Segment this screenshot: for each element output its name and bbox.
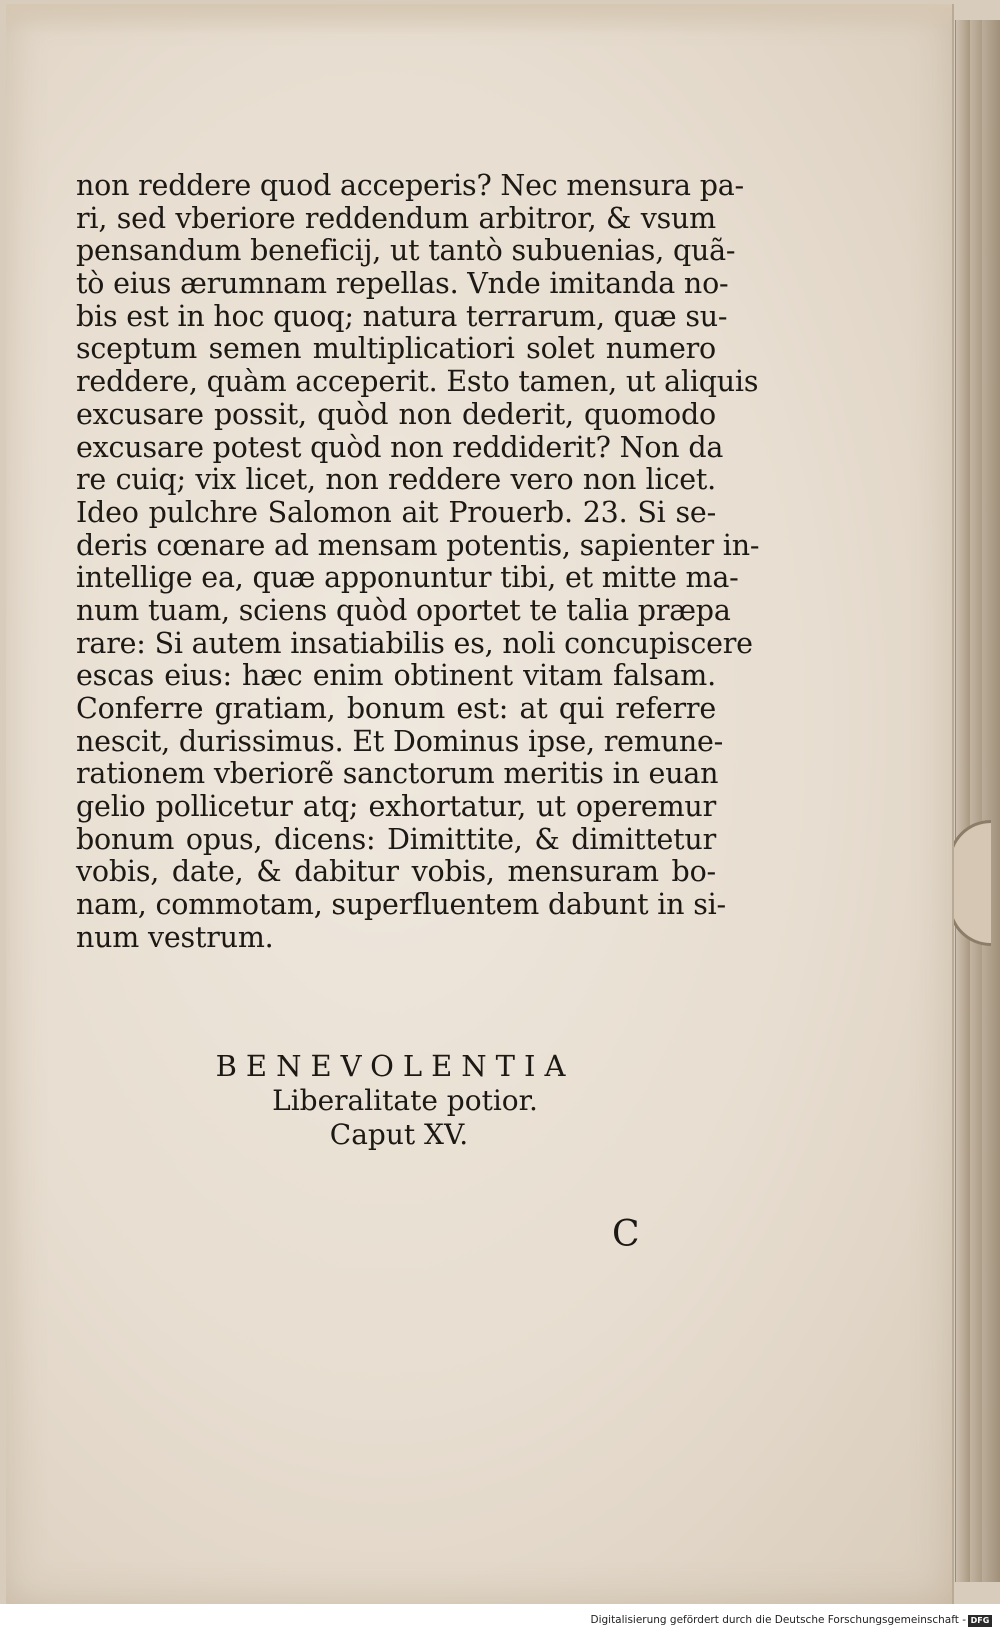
text-line: gelio pollicetur atq; exhortatur, ut operemur bbox=[76, 790, 716, 824]
book-clip bbox=[948, 820, 991, 946]
text-line: pensandum beneficij, ut tantò subuenias, quã- bbox=[76, 234, 736, 268]
footer-credit: Digitalisierung gefördert durch die Deutsche Forschungsgemeinschaft - bbox=[590, 1614, 966, 1626]
text-line: Ideo pulchre Salomon ait Prouerb. 23. Si se- bbox=[76, 495, 716, 529]
text-line: sceptum semen multiplicatiori solet numero bbox=[76, 332, 716, 366]
text-line: excusare potest quòd non reddiderit? Non da bbox=[76, 430, 724, 464]
text-line: non reddere quod acceperis? Nec mensura pa- bbox=[76, 169, 744, 202]
chapter-number: Caput XV. bbox=[329, 1118, 469, 1151]
chapter-heading bbox=[130, 1048, 660, 1152]
text-line: rationem vberiorẽ sanctorum meritis in euan bbox=[76, 757, 719, 791]
body-text bbox=[76, 169, 760, 955]
text-line: reddere, quàm acceperit. Esto tamen, ut aliquis bbox=[76, 365, 759, 399]
page-edge bbox=[980, 20, 1000, 1582]
text-line: excusare possit, quòd non dederit, quomodo bbox=[76, 397, 716, 431]
text-line: escas eius: hæc enim obtinent vitam falsam. bbox=[76, 659, 716, 693]
text-line: Conferre gratiam, bonum est: at qui referre bbox=[76, 692, 716, 725]
text-line: nam, commotam, superfluentem dabunt in si- bbox=[76, 888, 726, 922]
text-line: bonum opus, dicens: Dimittite, & dimittetur bbox=[76, 822, 716, 856]
page-edge bbox=[955, 20, 970, 1582]
text-line: vobis, date, & dabitur vobis, mensuram bo- bbox=[76, 855, 716, 889]
chapter-title: BENEVOLENTIA bbox=[215, 1049, 575, 1083]
text-line: bis est in hoc quoq; natura terrarum, quæ su- bbox=[76, 299, 728, 333]
text-line: intellige ea, quæ apponuntur tibi, et mitte ma- bbox=[76, 561, 739, 595]
text-line: re cuiq; vix licet, non reddere vero non licet. bbox=[76, 463, 716, 497]
text-line: nescit, durissimus. Et Dominus ipse, remune- bbox=[76, 724, 724, 758]
text-line: tò eius ærumnam repellas. Vnde imitanda no- bbox=[76, 267, 729, 301]
footer-bar bbox=[0, 1604, 1000, 1632]
text-line: rare: Si autem insatiabilis es, noli concupiscere bbox=[76, 626, 753, 660]
text-line: num tuam, sciens quòd oportet te talia præpa bbox=[76, 593, 731, 627]
dfg-logo-icon: DFG bbox=[968, 1615, 992, 1627]
text-line: deris cœnare ad mensam potentis, sapienter in- bbox=[76, 528, 760, 562]
chapter-subtitle: Liberalitate potior. bbox=[272, 1084, 538, 1117]
text-line: num vestrum. bbox=[76, 920, 274, 954]
signature-mark: C bbox=[612, 1214, 640, 1255]
text-line: ri, sed vberiore reddendum arbitror, & vsum bbox=[76, 201, 716, 235]
